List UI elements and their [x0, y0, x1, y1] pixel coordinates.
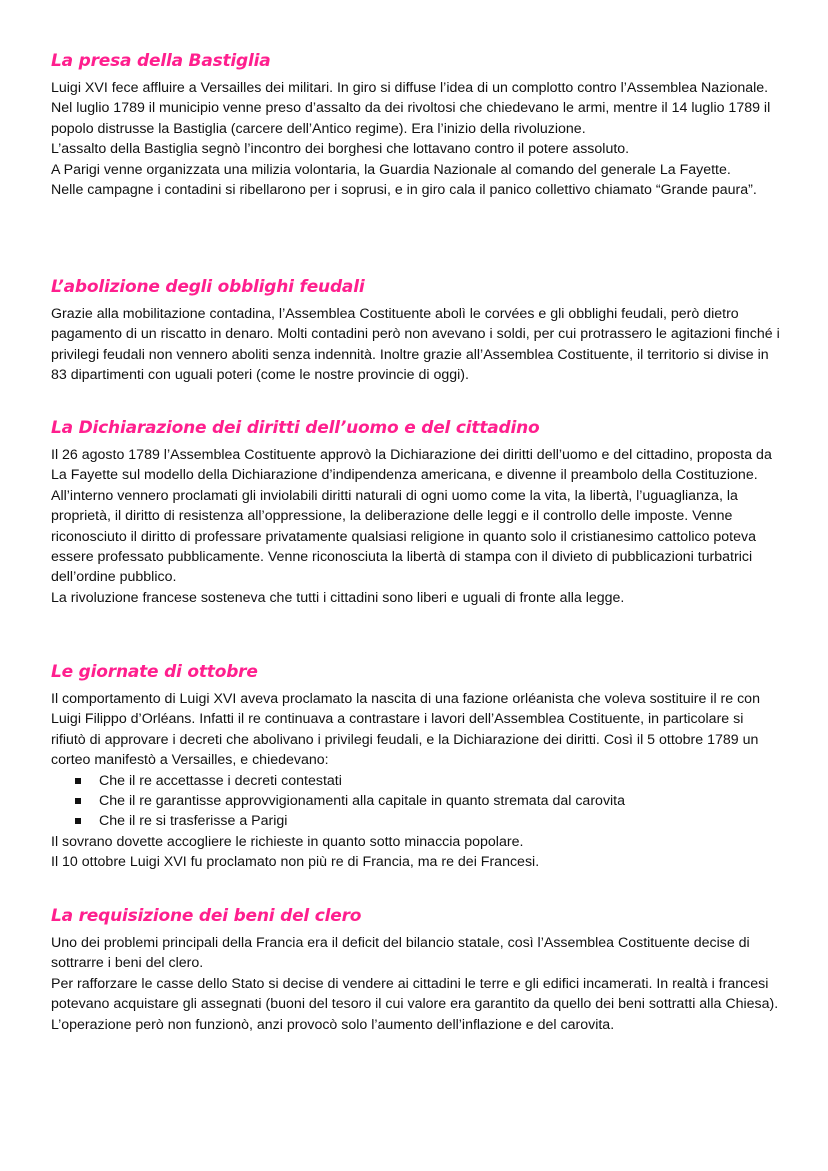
paragraph: La rivoluzione francese sosteneva che tutti i cittadini sono liberi e uguali di fronte alla legge.: [51, 589, 625, 606]
paragraph: Nel luglio 1789 il municipio venne preso d’assalto da dei rivoltosi che chiedevano le armi, mentre il 14 luglio 1789 il popolo distrusse la Bastiglia (carcere dell’Antico regime). Era l’inizio della rivoluzione.: [51, 100, 771, 137]
paragraph: Il comportamento di Luigi XVI aveva proclamato la nascita di una fazione orléanista che voleva sostituire il re con Luigi Filippo d’Orléans. Infatti il re continuava a contrastare i lavori dell’Assemblea Costituente, in particolare si rifiutò di approvare i decreti che abolivano i privilegi feudali, e la Dichiarazione dei diritti. Così il 5 ottobre 1789 un corteo manifestò a Versailles, e chiedevano:: [51, 691, 760, 769]
paragraph: Grazie alla mobilitazione contadina, l’Assemblea Costituente abolì le corvées e gli obblighi feudali, però dietro pagamento di un riscatto in denaro. Molti contadini però non avevano i soldi, per cui protrassero le agitazioni finché i privilegi feudali non vennero aboliti senza indennità. Inoltre grazie all’Assemblea Costituente, il territorio si divise in 83 dipartimenti con uguali poteri (come le nostre provincie di oggi).: [51, 306, 780, 384]
paragraph: Il 10 ottobre Luigi XVI fu proclamato non più re di Francia, ma re dei Francesi.: [51, 854, 540, 871]
paragraph: Il sovrano dovette accogliere le richieste in quanto sotto minaccia popolare.: [51, 833, 524, 850]
bullet-list: [51, 771, 781, 832]
paragraph: L’assalto della Bastiglia segnò l’incontro dei borghesi che lottavano contro il potere assoluto.: [51, 141, 630, 158]
paragraph: Nelle campagne i contadini si ribellarono per i soprusi, e in giro cala il panico collettivo chiamato “Grande paura”.: [51, 182, 757, 199]
section-giornate-ottobre: [51, 661, 781, 873]
section-heading: La requisizione dei beni del clero: [51, 906, 362, 926]
paragraph: Per rafforzare le casse dello Stato si decise di vendere ai cittadini le terre e gli edifici incamerati. In realtà i francesi potevano acquistare gli assegnati (buoni del tesoro il cui valore era garantito da quello dei beni sottratti alla Chiesa). L’operazione però non funzionò, anzi provocò solo l’aumento dell’inflazione e del carovita.: [51, 975, 779, 1033]
bullet-square-icon: [75, 818, 81, 824]
paragraph: A Parigi venne organizzata una milizia volontaria, la Guardia Nazionale al comando del generale La Fayette.: [51, 161, 731, 178]
bullet-square-icon: [75, 798, 81, 804]
paragraph: Il 26 agosto 1789 l’Assemblea Costituente approvò la Dichiarazione dei diritti dell’uomo e del cittadino, proposta da La Fayette sul modello della Dichiarazione d’indipendenza americana, e divenne il preambolo della Costituzione.: [51, 447, 772, 484]
section-heading: La Dichiarazione dei diritti dell’uomo e del cittadino: [51, 418, 540, 438]
section-presa-bastiglia: [51, 50, 781, 200]
section-heading: L’abolizione degli obblighi feudali: [51, 277, 365, 297]
section-dichiarazione-diritti: [51, 417, 781, 608]
paragraph: All’interno vennero proclamati gli inviolabili diritti naturali di ogni uomo come la vita, la libertà, l’uguaglianza, la proprietà, il diritto di resistenza all’oppressione, la deliberazione delle leggi e il controllo delle imposte. Venne riconosciuto il diritto di professare privatamente qualsiasi religione in quanto solo il cristianesimo cattolico poteva essere professato pubblicamente. Venne riconosciuta la libertà di stampa con il divieto di pubblicazioni turbatrici dell’ordine pubblico.: [51, 487, 757, 586]
paragraph: Luigi XVI fece affluire a Versailles dei militari. In giro si diffuse l’idea di un complotto contro l’Assemblea Nazionale.: [51, 80, 769, 96]
bullet-square-icon: [75, 778, 81, 784]
list-item-text: Che il re accettasse i decreti contestati: [99, 772, 342, 789]
section-requisizione-beni: [51, 905, 781, 1035]
list-item: [75, 791, 781, 811]
section-heading: La presa della Bastiglia: [51, 51, 271, 71]
list-item-text: Che il re garantisse approvvigionamenti alla capitale in quanto stremata dal carovita: [99, 793, 626, 810]
list-item: [75, 771, 781, 791]
section-heading: Le giornate di ottobre: [51, 662, 258, 682]
list-item: [75, 811, 781, 831]
section-abolizione-obblighi: [51, 276, 781, 386]
paragraph: Uno dei problemi principali della Francia era il deficit del bilancio statale, così l’Assemblea Costituente decise di sottrarre i beni del clero.: [51, 935, 750, 972]
list-item-text: Che il re si trasferisse a Parigi: [99, 813, 288, 830]
